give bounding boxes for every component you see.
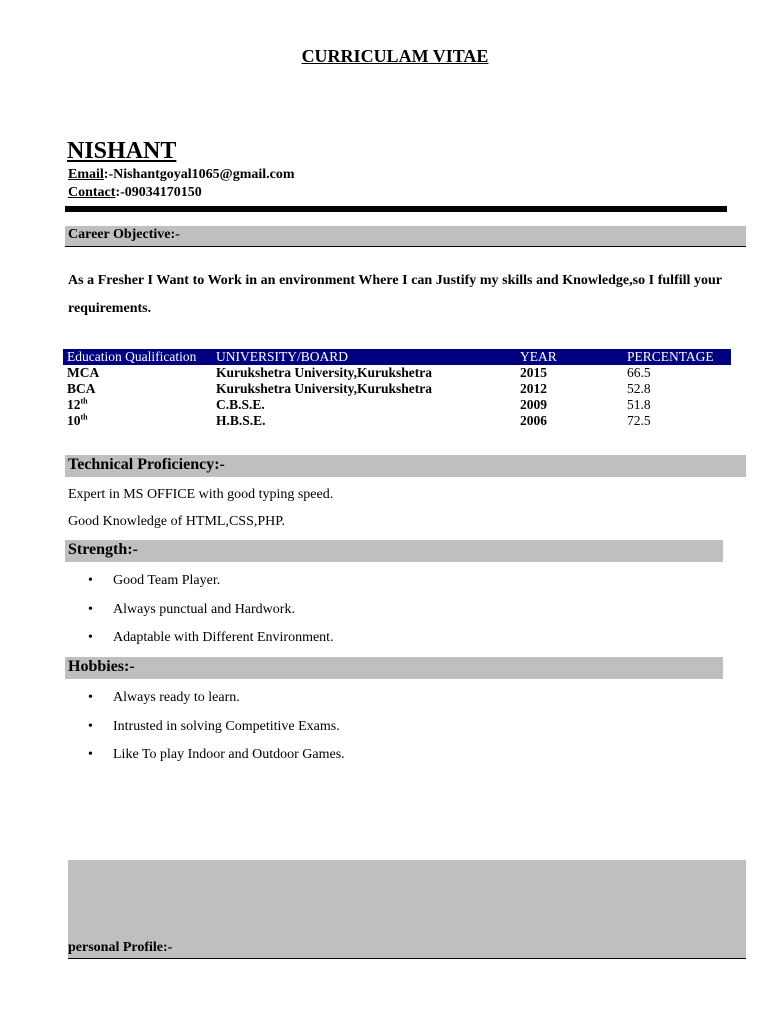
technical-line: Expert in MS OFFICE with good typing speed. xyxy=(68,487,334,502)
qualification-cell xyxy=(63,397,212,413)
career-objective-heading: Career Objective:- xyxy=(68,227,180,242)
bullet-icon: • xyxy=(88,718,93,734)
bullet-icon: • xyxy=(88,601,93,617)
table-row xyxy=(63,397,731,413)
list-item xyxy=(88,684,345,713)
header-university: UNIVERSITY/BOARD xyxy=(212,349,516,365)
list-item xyxy=(88,713,345,742)
hobbies-bar xyxy=(65,657,723,679)
technical-proficiency-bar xyxy=(65,455,746,477)
bullet-icon: • xyxy=(88,690,93,705)
year-cell: 2015 xyxy=(520,365,547,380)
hobbies-list xyxy=(88,684,345,770)
qualification-text: MCA xyxy=(67,365,100,380)
contact-line xyxy=(68,185,202,201)
career-objective-bar xyxy=(65,226,746,247)
contact-value: :-09034170150 xyxy=(115,185,202,200)
percentage-cell: 51.8 xyxy=(627,397,651,412)
list-item-text: Good Team Player. xyxy=(113,573,221,588)
personal-profile-heading: personal Profile:- xyxy=(68,940,173,955)
hobbies-heading: Hobbies:- xyxy=(68,658,135,675)
technical-proficiency-heading: Technical Proficiency:- xyxy=(68,456,225,473)
list-item-text: Intrusted in solving Competitive Exams. xyxy=(113,718,340,734)
contact-label: Contact xyxy=(68,185,116,200)
qualification-cell xyxy=(63,381,212,397)
header-divider xyxy=(65,206,727,212)
email-label: Email xyxy=(68,167,104,182)
personal-profile-underline xyxy=(68,958,746,959)
email-value: :-Nishantgoyal1065@gmail.com xyxy=(103,167,295,182)
header-year: YEAR xyxy=(516,349,623,365)
bullet-icon: • xyxy=(88,747,93,762)
qualification-text: BCA xyxy=(67,381,96,396)
technical-line: Good Knowledge of HTML,CSS,PHP. xyxy=(68,514,286,529)
year-cell: 2009 xyxy=(520,397,547,412)
document-title: CURRICULAM VITAE xyxy=(301,46,489,66)
list-item xyxy=(88,624,334,653)
bullet-icon: • xyxy=(88,573,93,588)
strength-list xyxy=(88,567,334,653)
qualification-suffix: th xyxy=(80,396,88,406)
university-cell: H.B.S.E. xyxy=(216,413,266,428)
table-row xyxy=(63,365,731,381)
qualification-text: 12 xyxy=(67,397,81,412)
table-row xyxy=(63,413,731,429)
header-percentage: PERCENTAGE xyxy=(623,349,731,365)
list-item-text: Always ready to learn. xyxy=(113,690,240,705)
list-item xyxy=(88,596,334,625)
year-cell: 2006 xyxy=(520,413,547,428)
qualification-cell xyxy=(63,413,212,429)
table-row xyxy=(63,381,731,397)
candidate-name: NISHANT xyxy=(67,138,177,164)
qualification-cell xyxy=(63,365,212,381)
qualification-suffix: th xyxy=(80,412,88,422)
percentage-cell: 72.5 xyxy=(627,413,651,428)
list-item-text: Like To play Indoor and Outdoor Games. xyxy=(113,747,345,762)
university-cell: C.B.S.E. xyxy=(216,397,265,412)
list-item xyxy=(88,741,345,770)
bullet-icon: • xyxy=(88,630,93,645)
percentage-cell: 52.8 xyxy=(627,381,651,396)
university-cell: Kurukshetra University,Kurukshetra xyxy=(216,381,433,396)
list-item-text: Adaptable with Different Environment. xyxy=(113,630,334,645)
education-table xyxy=(63,349,731,429)
education-table-header xyxy=(63,349,731,365)
university-cell: Kurukshetra University,Kurukshetra xyxy=(216,365,433,380)
list-item-text: Always punctual and Hardwork. xyxy=(113,601,295,617)
percentage-cell: 66.5 xyxy=(627,365,651,380)
list-item xyxy=(88,567,334,596)
header-qualification: Education Qualification xyxy=(63,349,212,365)
qualification-text: 10 xyxy=(67,413,81,428)
email-line xyxy=(68,167,295,183)
strength-bar xyxy=(65,540,723,562)
career-objective-text: As a Fresher I Want to Work in an environment Where I can Justify my skills and Knowledge,so I fulfill your requirements. xyxy=(68,273,722,316)
year-cell: 2012 xyxy=(520,381,547,396)
strength-heading: Strength:- xyxy=(68,541,138,558)
